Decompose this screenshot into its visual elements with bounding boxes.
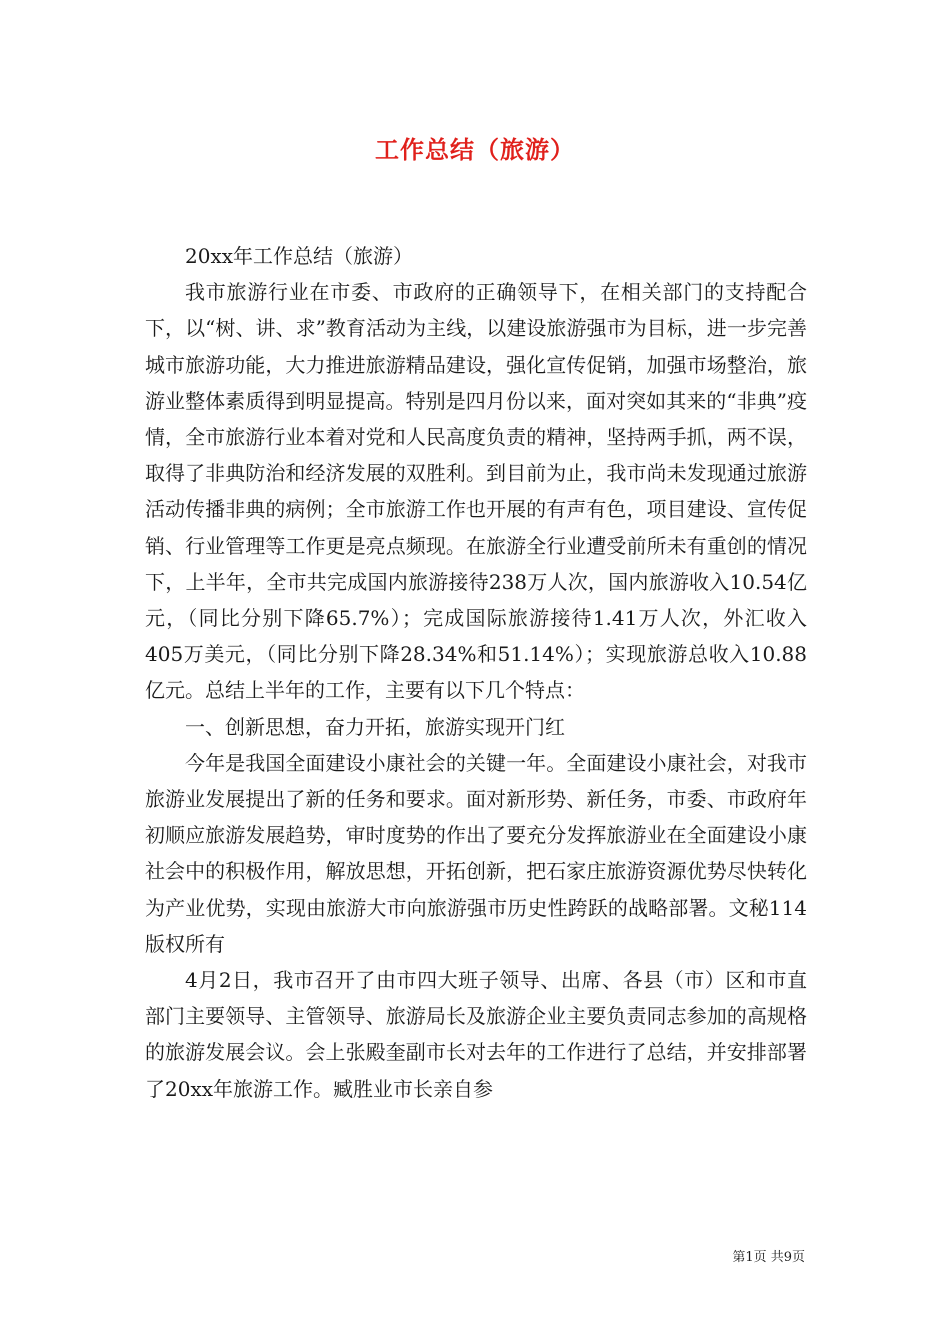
document-title: 工作总结（旅游） [375, 135, 575, 164]
section-heading-1: 一、创新思想，奋力开拓，旅游实现开门红 [185, 714, 565, 739]
paragraph-intro: 我市旅游行业在市委、市政府的正确领导下，在相关部门的支持配合下，以“树、讲、求”教育活动为主线，以建设旅游强市为目标，进一步完善城市旅游功能，大力推进旅游精品建设，强化宣传促销，加强市场整治，旅游业整体素质得到明显提高。特别是四月份以来，面对突如其来的“非典”疫情，全市旅游行业本着对党和人民高度负责的精神，坚持两手抓，两不误，取得了非典防治和经济发展的双胜利。到目前为止，我市尚未发现通过旅游活动传播非典的病例；全市旅游工作也开展的有声有色，项目建设、宣传促销、行业管理等工作更是亮点频现。在旅游全行业遭受前所未有重创的情况下，上半年，全市共完成国内旅游接待238万人次，国内旅游收入10.54亿元，（同比分别下降65.7%）；完成国际旅游接待1.41万人次，外汇收入405万美元，（同比分别下降28.34%和51.14%）；实现旅游总收入10.88亿元。总结上半年的工作，主要有以下几个特点： [145, 280, 807, 703]
paragraph-section-1: 今年是我国全面建设小康社会的关键一年。全面建设小康社会，对我市旅游业发展提出了新的任务和要求。面对新形势、新任务，市委、市政府年初顺应旅游发展趋势，审时度势的作出了要充分发挥旅游业在全面建设小康社会中的积极作用，解放思想，开拓创新，把石家庄旅游资源优势尽快转化为产业优势，实现由旅游大市向旅游强市历史性跨跃的战略部署。文秘114版权所有 [145, 750, 807, 956]
paragraph-subtitle: 20xx年工作总结（旅游） [185, 244, 414, 268]
page-number: 第1页 共9页 [732, 1250, 805, 1265]
document-body [145, 238, 807, 1107]
paragraph-meeting: 4月2日，我市召开了由市四大班子领导、出席、各县（市）区和市直部门主要领导、主管领导、旅游局长及旅游企业主要负责同志参加的高规格的旅游发展会议。会上张殿奎副市长对去年的工作进行了总结，并安排部署了20xx年旅游工作。臧胜业市长亲自参 [145, 968, 807, 1101]
